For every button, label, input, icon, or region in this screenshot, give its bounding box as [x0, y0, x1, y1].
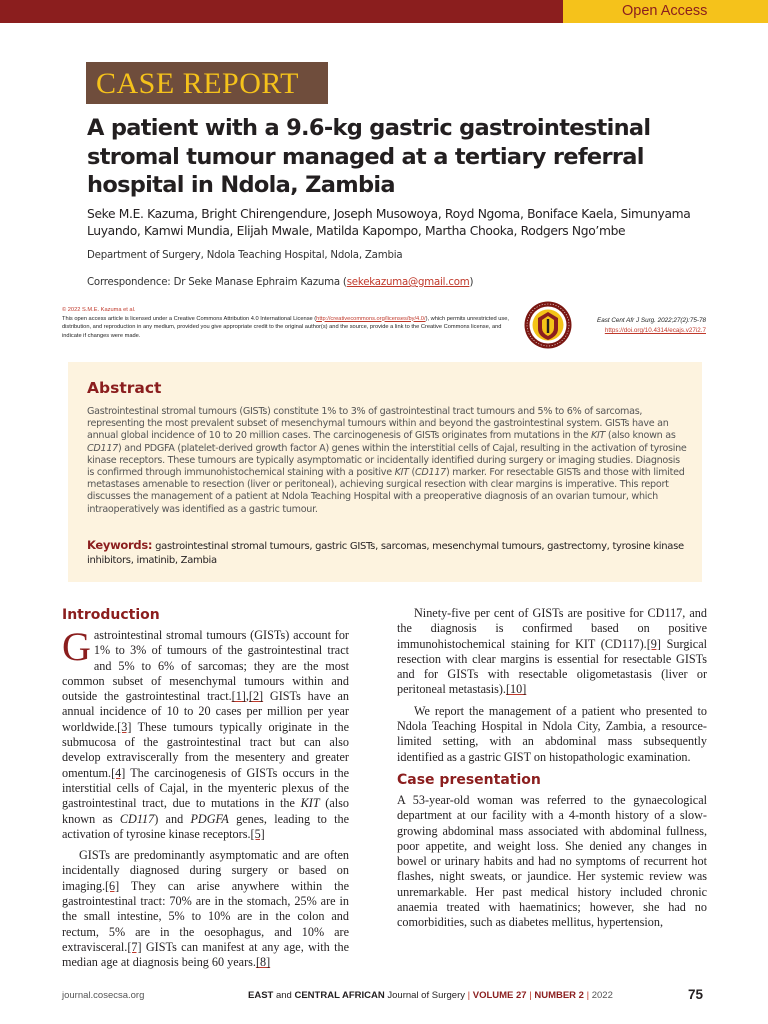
intro-kit: KIT: [300, 796, 320, 811]
abstract-text-2: (also known as: [605, 430, 676, 442]
footer-volume: VOLUME 27: [470, 990, 530, 1001]
footer-year: 2022: [589, 990, 613, 1001]
ref-link-7[interactable]: [7]: [127, 939, 142, 954]
correspondence-prefix: Correspondence: Dr Seke Manase Ephraim Kazuma (: [87, 277, 347, 288]
intro-pdgfa: PDGFA: [190, 811, 229, 826]
abstract-kit-2: KIT: [394, 467, 409, 479]
journal-citation: East Cent Afr J Surg. 2022;27(2):75-78: [597, 317, 706, 324]
intro-p1-e: (also known as: [62, 796, 349, 826]
intro-p2-a: GISTs are predominantly asymptomatic and are often incidentally diagnosed during surgery or based on imaging.: [62, 848, 349, 893]
intro-p2-b: They can arise anywhere within the gastrointestinal tract: 70% are in the stomach, 25% are in the small intestine, 5% to 10% are in the colon and rectum, 5% are in the oesophagus, and 10% are extravisceral.: [62, 878, 349, 954]
abstract-text-1: Gastrointestinal stromal tumours (GISTs) constitute 1% to 3% of gastrointestinal tract tumours and 5% to 6% of sarcomas, representing the most prevalent subset of mesenchymal tumours within and beyond the gastrointestinal system. GISTs have an annual global incidence of 10 to 20 million cases. The carcinogenesis of GISTs originates from mutations in the: [87, 406, 669, 442]
keywords-label: Keywords:: [87, 538, 153, 552]
open-access-badge: [563, 0, 768, 23]
license-url-link[interactable]: http://creativecommons.org/licenses/by/4.0/: [316, 315, 426, 322]
abstract-text-3: ) and PDGFA (platelet-derived growth factor A) genes within the interstitial cells of Cajal, resulting in the activation of tyrosine kinase receptors. These tumours are typically asymptomatic or incidentally identified during surgery or imaging studies. Diagnosis is confirmed through immunohistochemical staining with a positive: [87, 442, 687, 479]
ref-link-6[interactable]: [6]: [105, 878, 120, 893]
footer-journal-name: Journal of Surgery: [384, 990, 468, 1001]
abstract-kit: KIT: [591, 430, 606, 442]
intro-p1-g: genes, leading to the activation of tyrosine kinase receptors.: [62, 811, 349, 841]
intro-paragraph-2: [62, 848, 349, 970]
intro-paragraph-1: [62, 624, 349, 842]
ref-link-10[interactable]: [10]: [505, 682, 527, 697]
footer-journal-info: [248, 990, 613, 1001]
drop-cap: G: [62, 624, 91, 669]
footer-east: EAST: [248, 990, 274, 1001]
license-text-part2: ), which permits unrestricted use, distribution, and reproduction in any medium, provided you give appropriate credit to the original author(s) and the source, provide a link to the Creative Commons license, and indicate if changes were made.: [62, 315, 510, 339]
abstract-heading: Abstract: [87, 379, 162, 397]
ref-link-2[interactable]: [2]: [248, 689, 264, 704]
footer-site-link[interactable]: journal.cosecsa.org: [62, 990, 145, 1001]
case-paragraph-1: A 53-year-old woman was referred to the gynaecological department at our facility with a 4-month history of a slow-growing abdominal mass associated with abdominal fullness, poor appetite, and weight loss. She denied any changes in bowel or urinary habits and had no symptoms of recurrent hot flashes, night sweats, or jaundice. Her systemic review was unremarkable. Her past medical history included chronic anaemia treated with haematinics; however, she had no comorbidities, such as diabetes mellitus, hypertension,: [397, 792, 707, 930]
intro-p1-d: The carcinogenesis of GISTs occurs in the interstitial cells of Cajal, in the myenteric plexus of the gastrointestinal tract, due to mutations in the: [62, 765, 349, 811]
abstract-cd117-2: CD117: [414, 467, 446, 479]
abstract-text-5: ) marker. For resectable GISTs and those with limited metastases amenable to resection (liver or peritoneal), achieving surgical resection with clear margins is imperative. This report discusses the management of a patient at Ndola Teaching Hospital with a preoperative diagnosis of an ovarian tumour, which intraoperatively was identified as a gastric tumour.: [87, 467, 685, 515]
article-type-text: CASE REPORT: [96, 67, 299, 100]
right-p1-b: Surgical resection with clear margins is essential for resectable GISTs and for GISTs with resectable oligometastasis (liver or peritoneal metastasis).: [397, 636, 707, 697]
intro-p1-a: astrointestinal stromal tumours (GISTs) account for 1% to 3% of tumours of the gastrointestinal tract and 5% to 6% of sarcomas; they are the most common subset of mesenchymal tumours within and outside the gastrointestinal tract.: [62, 628, 349, 704]
citation-block: [580, 316, 706, 336]
intro-paragraph-3: [397, 606, 707, 698]
open-access-label: Open Access: [622, 3, 708, 19]
abstract-text-4: (: [408, 467, 415, 479]
license-text-part1: This open access article is licensed under a Creative Commons Attribution 4.0 International License (: [62, 315, 317, 322]
license-notice: [62, 306, 512, 340]
abstract-text: [87, 406, 687, 516]
author-list: Seke M.E. Kazuma, Bright Chirengendure, Joseph Musowoya, Royd Ngoma, Boniface Kaela, Simunyama Luyando, Kamwi Mundia, Elijah Mwale, Matilda Kapompo, Martha Chooka, Rodgers Ngo’mbe: [87, 207, 691, 238]
ref-comma: ,: [245, 689, 249, 704]
intro-cd117: CD117: [119, 811, 155, 826]
right-p1-a: Ninety-five per cent of GISTs are positive for CD117, and the diagnosis is confirmed based on positive immunohistochemical staining for KIT (CD117).: [397, 606, 707, 651]
intro-p1-c: These tumours typically originate in the submucosa of the gastrointestinal tract but can also develop extraviscerally from the mesentery and greater omentum.: [62, 719, 349, 780]
doi-link[interactable]: https://doi.org/10.4314/ecajs.v27i2.7: [604, 327, 706, 334]
college-seal-icon: [524, 301, 572, 349]
page-number: 75: [688, 987, 704, 1002]
footer-and: and: [273, 990, 295, 1001]
keywords-list: gastrointestinal stromal tumours, gastric GISTs, sarcomas, mesenchymal tumours, gastrectomy, tyrosine kinase inhibitors, imatinib, Zambia: [87, 541, 684, 566]
ref-link-5[interactable]: [5]: [250, 826, 265, 841]
correspondence: [87, 277, 473, 288]
ref-link-1[interactable]: [1]: [231, 689, 246, 704]
ref-link-8[interactable]: [8]: [255, 955, 271, 970]
footer-separator: |: [529, 990, 532, 1001]
intro-p1-f: ) and: [154, 811, 191, 826]
article-type-label: [86, 62, 328, 104]
footer-separator: |: [467, 990, 471, 1001]
article-title: A patient with a 9.6-kg gastric gastrointestinal stromal tumour managed at a tertiary referral hospital in Ndola, Zambia: [87, 115, 651, 198]
footer-separator: |: [586, 990, 590, 1001]
intro-p2-c: GISTs can manifest at any age, with the median age at diagnosis being 60 years.: [62, 939, 349, 970]
ref-link-4[interactable]: [4]: [111, 765, 126, 780]
ref-link-3[interactable]: [3]: [117, 719, 132, 734]
keywords: [87, 538, 687, 568]
left-column: [62, 606, 349, 971]
right-column: [397, 606, 707, 931]
footer-number: NUMBER 2: [531, 990, 587, 1001]
correspondence-email-link[interactable]: sekekazuma@gmail.com: [346, 277, 470, 288]
ref-link-9[interactable]: [9]: [646, 636, 661, 651]
intro-p1-b: GISTs have an annual incidence of 10 to 20 cases per million per year worldwide.: [62, 689, 349, 734]
footer-central-african: CENTRAL AFRICAN: [294, 990, 385, 1001]
case-presentation-heading: Case presentation: [397, 771, 541, 788]
correspondence-suffix: ): [469, 277, 474, 288]
license-text: [62, 315, 512, 341]
copyright-line: © 2022 S.M.E. Kazuma et al.: [62, 307, 136, 313]
introduction-heading: Introduction: [62, 607, 160, 623]
abstract-box: [68, 362, 702, 582]
affiliation: Department of Surgery, Ndola Teaching Hospital, Ndola, Zambia: [87, 250, 403, 261]
abstract-cd117: CD117: [87, 442, 118, 454]
intro-paragraph-4: We report the management of a patient who presented to Ndola Teaching Hospital in Ndola City, Zambia, a resource-limited setting, with an abdominal mass subsequently identified as a gastric GIST on histopathologic examination.: [397, 703, 707, 764]
